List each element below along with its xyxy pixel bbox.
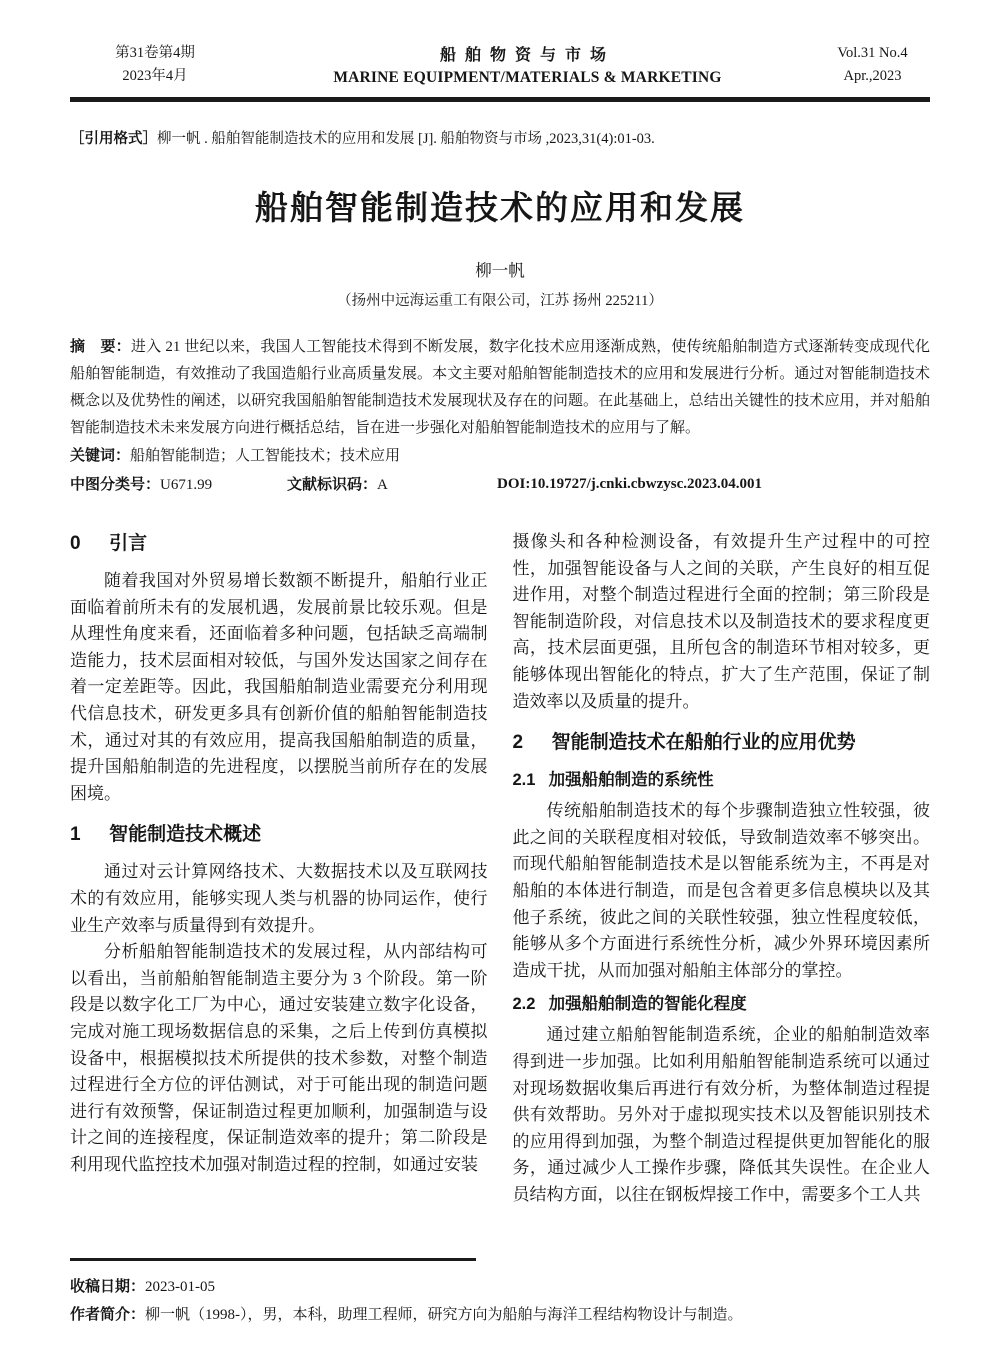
received-date-label: 收稿日期： bbox=[70, 1278, 146, 1296]
keywords-label: 关键词： bbox=[70, 447, 131, 464]
section-number: 2 bbox=[512, 732, 524, 754]
journal-name-en: MARINE EQUIPMENT/MATERIALS & MARKETING bbox=[333, 69, 722, 86]
received-date-line bbox=[70, 1273, 930, 1301]
paragraph: 通过对云计算网络技术、大数据技术以及互联网技术的有效应用，能够实现人类与机器的协同运作，使行业生产效率与质量得到有效提升。 bbox=[70, 862, 488, 935]
masthead-issue-cn bbox=[70, 42, 240, 88]
author-bio-line bbox=[70, 1301, 930, 1329]
section-heading-text: 加强船舶制造的系统性 bbox=[548, 771, 714, 790]
volume-issue-cn: 第31卷第4期 bbox=[115, 45, 195, 61]
masthead-journal-name bbox=[240, 42, 815, 87]
section-heading-0-introduction bbox=[70, 531, 488, 557]
left-column bbox=[70, 529, 488, 1208]
volume-issue-en: Vol.31 No.4 bbox=[837, 45, 908, 61]
author-bio-value: 柳一帆（1998-），男，本科，助理工程师，研究方向为船舶与海洋工程结构物设计与制造。 bbox=[145, 1307, 743, 1324]
section-heading-text: 智能制造技术在船舶行业的应用优势 bbox=[551, 732, 856, 754]
author-name: 柳一帆 bbox=[475, 261, 525, 280]
document-code bbox=[287, 471, 497, 499]
abstract-text: 进入 21 世纪以来，我国人工智能技术得到不断发展，数字化技术应用逐渐成熟，使传统船舶制造方式逐渐转变成现代化船舶智能制造，有效推动了我国造船行业高质量发展。本文主要对船舶智能制造技术的应用和发展进行分析。通过对智能制造技术概念以及优势性的阐述，以研究我国船舶智能制造技术发展现状及存在的问题。在此基础上，总结出关键性的技术应用，并对船舶智能制造技术未来发展方向进行概括总结，旨在进一步强化对船舶智能制造技术的应用与了解。 bbox=[70, 339, 930, 436]
keywords bbox=[70, 442, 930, 470]
section-number: 1 bbox=[70, 824, 81, 846]
abstract bbox=[70, 333, 930, 442]
issue-date-en: Apr.,2023 bbox=[843, 68, 902, 84]
document-code-value: A bbox=[377, 477, 388, 493]
citation-line bbox=[70, 127, 930, 148]
section-heading-1-overview bbox=[70, 822, 488, 848]
article-body bbox=[70, 529, 930, 1208]
section-heading-text: 引言 bbox=[109, 533, 148, 554]
classification-row bbox=[70, 471, 930, 499]
masthead-rule bbox=[70, 97, 930, 102]
document-code-label: 文献标识码： bbox=[287, 476, 378, 493]
received-date-value: 2023-01-05 bbox=[145, 1279, 216, 1296]
section-number: 0 bbox=[70, 533, 81, 554]
masthead-issue-en bbox=[815, 42, 930, 88]
clc-number bbox=[70, 471, 287, 499]
paragraph: 传统船舶制造技术的每个步骤制造独立性较强，彼此之间的关联程度相对较低，导致制造效率不够突出。而现代船舶智能制造技术是以智能系统为主，不再是对船舶的本体进行制造，而是包含着更多信息模块以及其他子系统，彼此之间的关联性较强，独立性程度较低，能够从多个方面进行系统性分析，减少外界环境因素所造成干扰，从而加强对船舶主体部分的掌控。 bbox=[512, 801, 930, 980]
article-title: 船舶智能制造技术的应用和发展 bbox=[255, 189, 745, 226]
section-number: 2.1 bbox=[512, 771, 536, 790]
right-column bbox=[513, 529, 931, 1208]
section-heading-text: 智能制造技术概述 bbox=[109, 824, 262, 846]
section-heading-2-advantages bbox=[513, 730, 931, 756]
clc-label: 中图分类号： bbox=[70, 476, 161, 493]
citation-format-label: ［引用格式］ bbox=[70, 131, 157, 147]
clc-value: U671.99 bbox=[160, 477, 213, 493]
citation-text: 柳一帆 . 船舶智能制造技术的应用和发展 [J]. 船舶物资与市场 ,2023,31(4):01-03. bbox=[157, 131, 655, 147]
footnote-rule bbox=[70, 1258, 476, 1261]
paragraph: 分析船舶智能制造技术的发展过程，从内部结构可以看出，当前船舶智能制造主要分为 3 个阶段。第一阶段是以数字化工厂为中心，通过安装建立数字化设备，完成对施工现场数据信息的采集，之后上传到仿真模拟设备中，根据模拟技术所提供的技术参数，对整个制造过程进行全方位的评估测试，对于可能出现的制造问题进行有效预警，保证制造过程更加顺利，加强制造与设计之间的连接程度，保证制造效率的提升；第二阶段是利用现代监控技术加强对制造过程的控制，如通过安装 bbox=[70, 942, 488, 1174]
section-number: 2.2 bbox=[512, 995, 536, 1014]
issue-date-cn: 2023年4月 bbox=[122, 68, 188, 84]
abstract-label: 摘 要： bbox=[70, 338, 131, 355]
subsection-heading-2-2 bbox=[513, 991, 931, 1017]
doi: DOI:10.19727/j.cnki.cbwzysc.2023.04.001 bbox=[497, 476, 762, 492]
section-heading-text: 加强船舶制造的智能化程度 bbox=[548, 995, 747, 1014]
keywords-text: 船舶智能制造；人工智能技术；技术应用 bbox=[130, 448, 401, 464]
subsection-heading-2-1 bbox=[513, 767, 931, 793]
journal-name-cn: 船舶物资与市场 bbox=[439, 47, 615, 64]
footnote-area bbox=[70, 1258, 930, 1329]
paragraph: 随着我国对外贸易增长数额不断提升，船舶行业正面临着前所未有的发展机遇，发展前景比较乐观。但是从理性角度来看，还面临着多种问题，包括缺乏高端制造能力，技术层面相对较低，与国外发达国家之间存在着一定差距等。因此，我国船舶制造业需要充分利用现代信息技术，研发更多具有创新价值的船舶智能制造技术，通过对其的有效应用，提高我国船舶制造的质量，提升国船舶制造的先进程度，以摆脱当前所存在的发展困境。 bbox=[70, 571, 488, 803]
masthead bbox=[70, 42, 930, 88]
paragraph-continuation: 摄像头和各种检测设备，有效提升生产过程中的可控性，加强智能设备与人之间的关联，产生良好的相互促进作用，对整个制造过程进行全面的控制；第三阶段是智能制造阶段，对信息技术以及制造技术的要求程度更高，技术层面更强，且所包含的制造环节相对较多，更能够体现出智能化的特点，扩大了生产范围，保证了制造效率以及质量的提升。 bbox=[512, 532, 930, 711]
author-affiliation: （扬州中远海运重工有限公司，江苏 扬州 225211） bbox=[337, 293, 663, 309]
author-bio-label: 作者简介： bbox=[70, 1306, 146, 1324]
paragraph: 通过建立船舶智能制造系统，企业的船舶制造效率得到进一步加强。比如利用船舶智能制造系统可以通过对现场数据收集后再进行有效分析，为整体制造过程提供有效帮助。另外对于虚拟现实技术以及智能识别技术的应用得到加强，为整个制造过程提供更加智能化的服务，通过减少人工操作步骤，降低其失误性。在企业人员结构方面，以往在钢板焊接工作中，需要多个工人共 bbox=[512, 1025, 930, 1204]
